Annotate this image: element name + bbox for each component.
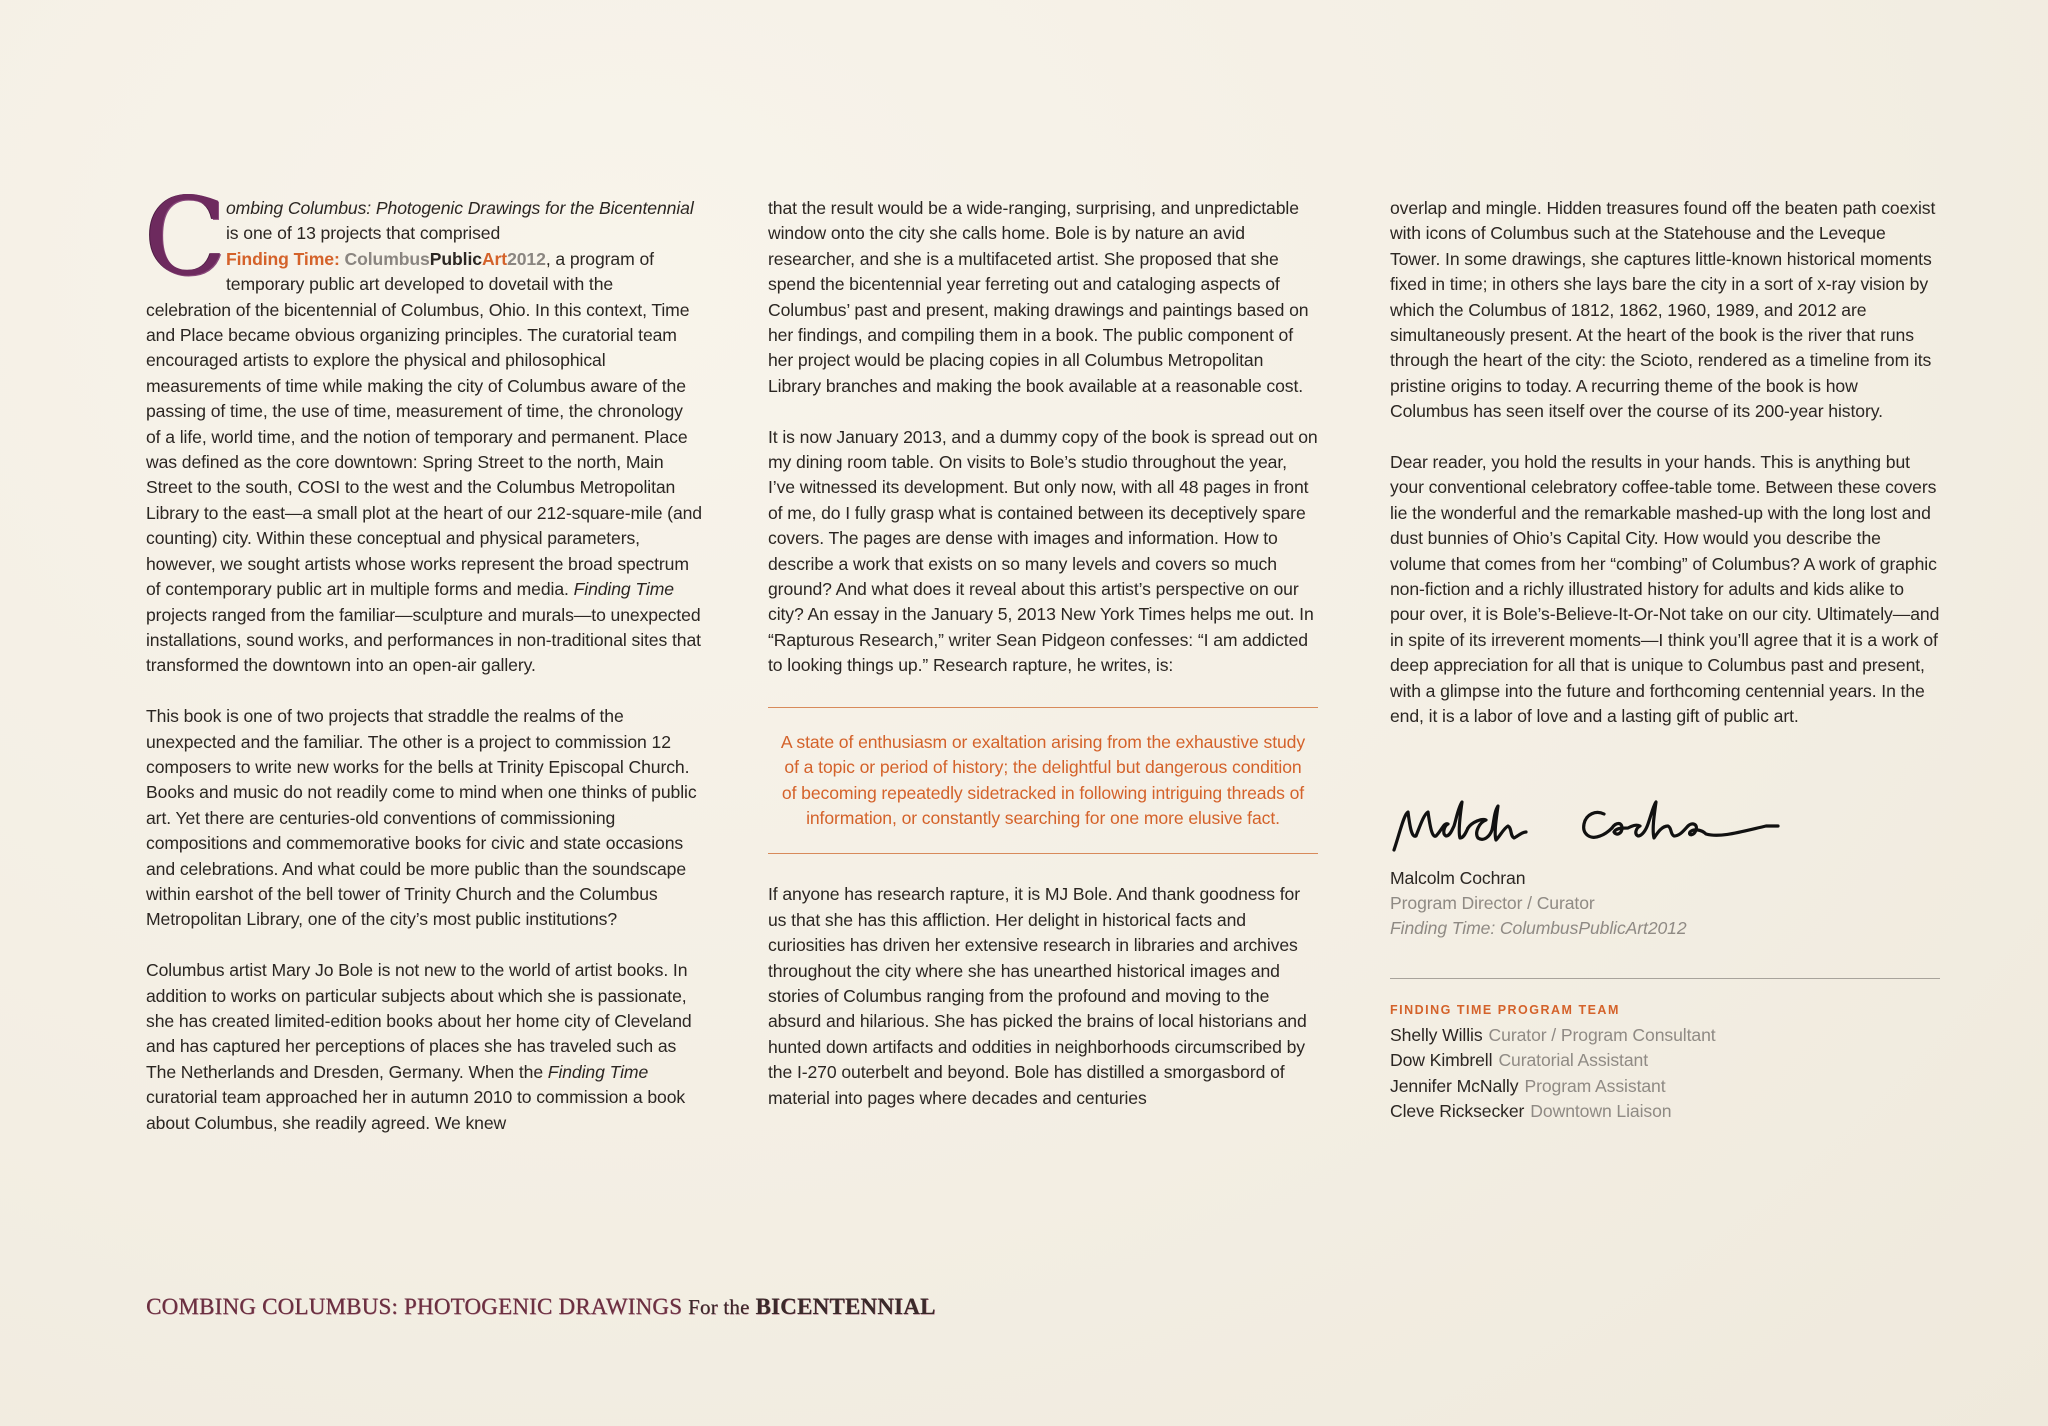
text-run: , a program of temporary public art developed to dovetail with the celebration of the bicentennial of Columbus, Ohio. In this context, Time and Place became obvious organizing principles. The curatorial team encouraged artists to explore the physical and philosophical measurements of time while making the city of Columbus aware of the passing of time, the use of time, measurement of time, the chronology of a life, world time, and the notion of temporary and permanent. Place was defined as the core downtown: Spring Street to the north, Main Street to the south, COSI to the west and the Columbus Metropolitan Library to the east—a small plot at the heart of our 212-square-mile (and counting) city. Within these conceptual and physical parameters, however, we sought artists whose works represent the broad spectrum of contemporary public art in multiple forms and media. [146,248,702,600]
footer-title-for-the: For the [688,1295,750,1319]
paragraph [146,958,702,1136]
book-title: ombing Columbus: Photogenic Drawings for the Bicentennial [226,198,694,218]
paragraph: overlap and mingle. Hidden treasures found off the beaten path coexist with icons of Columbus such at the Statehouse and the Leveque Tower. In some drawings, she captures little-known historical moments fixed in time; in others she lays bare the city in a sort of x-ray vision by which the Columbus of 1812, 1862, 1960, 1989, and 2012 are simultaneously present. At the heart of the book is the river that runs through the heart of the city: the Scioto, rendered as a timeline from its pristine origins to today. A recurring theme of the book is how Columbus has seen itself over the course of its 200-year history. [1390,198,1936,422]
team-member-role: Curatorial Assistant [1498,1050,1649,1071]
text-run: Columbus artist Mary Jo Bole is not new to the world of artist books. In addition to works on particular subjects about which she is passionate, she has created limited-edition books about her home city of Cleveland and has captured her perceptions of places she has traveled such as The Netherlands and Dresden, Germany. When the [146,960,692,1082]
team-member-name: Dow Kimbrell [1390,1050,1493,1071]
essay-column-3 [1390,196,1940,1124]
team-member-name: Shelly Willis [1390,1024,1483,1045]
signature-image [1390,792,1790,856]
team-member [1390,1099,1940,1124]
team-member-name: Cleve Ricksecker [1390,1100,1525,1121]
italic-text: Finding Time [547,1061,649,1082]
team-member-role: Downtown Liaison [1530,1100,1672,1121]
team-member-name: Jennifer McNally [1390,1075,1519,1096]
team-member-role: Program Assistant [1524,1075,1666,1096]
essay-column-2 [768,196,1318,1136]
paragraph: It is now January 2013, and a dummy copy of the book is spread out on my dining room table. On visits to Bole’s studio throughout the year, I’ve witnessed its development. But only now, with all 48 pages in front of me, do I fully grasp what is contained between its deceptively spare covers. The pages are dense with images and information. How to describe a work that exists on so many levels and covers so much ground? And what does it reveal about this artist’s perspective on our city? An essay in the January 5, 2013 New York Times helps me out. In “Rapturous Research,” writer Sean Pidgeon confesses: “I am addicted to looking things up.” Research rapture, he writes, is: [768,426,1318,676]
signatory-title: Program Director / Curator [1390,892,1595,913]
team-heading: FINDING TIME PROGRAM TEAM [1390,1002,1620,1017]
paragraph [144,175,702,679]
footer-title-main: COMBING COLUMBUS: PHOTOGENIC DRAWINGS [146,1294,683,1319]
signatory-name: Malcolm Cochran [1390,867,1526,888]
footer-title-bicentennial: BICENTENNIAL [755,1294,936,1319]
drop-cap: C [144,175,227,300]
essay-column-1 [144,175,702,1161]
paragraph: This book is one of two projects that straddle the realms of the unexpected and the familiar. The other is a project to commission 12 composers to write new works for the bells at Trinity Episcopal Church. Books and music do not readily come to mind when one thinks of public art. Yet there are centuries-old conventions of commissioning compositions and commemorative books for civic and state occasions and celebrations. And what could be more public than the soundscape within earshot of the bell tower of Trinity Church and the Columbus Metropolitan Library, one of the city’s most public institutions? [146,706,697,930]
quote-rule-bottom [768,853,1318,854]
program-name-art: Art [481,248,508,269]
section-divider [1390,978,1940,979]
text-run: curatorial team approached her in autumn 2010 to commission a book about Columbus, she readily agreed. We knew [146,1087,686,1133]
signatory-project: Finding Time: ColumbusPublicArt2012 [1390,918,1687,939]
team-member [1390,1048,1940,1073]
paragraph: Dear reader, you hold the results in your hands. This is anything but your conventional celebratory coffee-table tome. Between these covers lie the wonderful and the remarkable mashed-up with the long lost and dust bunnies of Ohio’s Capital City. How would you describe the volume that comes from her “combing” of Columbus? A work of graphic non-fiction and a richly illustrated history for adults and kids alike to pour over, it is Bole’s-Believe-It-Or-Not take on our city. Ultimately—and in spite of its irreverent moments—I think you’ll agree that it is a work of deep appreciation for all that is unique to Columbus past and present, with a glimpse into the future and forthcoming centennial years. In the end, it is a labor of love and a lasting gift of public art. [1390,452,1940,727]
italic-text: Finding Time [573,579,674,600]
program-name-public: Public [429,248,482,269]
team-member [1390,1074,1940,1099]
team-member-role: Curator / Program Consultant [1488,1024,1716,1045]
paragraph: that the result would be a wide-ranging, surprising, and unpredictable window onto the city she calls home. Bole is by nature an avid researcher, and she is a multifaceted artist. She proposed that she spend the bicentennial year ferreting out and cataloging aspects of Columbus’ past and present, making drawings and paintings based on her findings, and compiling them in a book. The public component of her project would be placing copies in all Columbus Metropolitan Library branches and making the book available at a reasonable cost. [768,198,1309,396]
text-run: projects ranged from the familiar—sculpture and murals—to unexpected installations, sound works, and performances in non-traditional sites that transformed the downtown into an open-air gallery. [146,604,701,676]
team-member [1390,1023,1940,1048]
paragraph: If anyone has research rapture, it is MJ Bole. And thank goodness for us that she has this affliction. Her delight in historical facts and curiosities has driven her extensive research in libraries and archives throughout the city where she has unearthed historical images and stories of Columbus ranging from the profound and moving to the absurd and hilarious. She has picked the brains of local historians and hunted down artifacts and oddities in neighborhoods circumscribed by the I-270 outerbelt and beyond. Bole has distilled a smorgasbord of material into pages where decades and centuries [768,884,1307,1108]
program-name-finding-time: Finding Time: [226,248,340,269]
pull-quote: A state of enthusiasm or exaltation arising from the exhaustive study of a topic or period of history; the delightful but dangerous condition of becoming repeatedly sidetracked in following intriguing threads of information, or constantly searching for one more elusive fact. [780,731,1306,828]
text-run: is one of 13 projects that comprised [226,223,501,244]
team-list [1390,1023,1940,1125]
running-footer-title [146,1294,936,1320]
program-name-year: 2012 [507,248,546,269]
program-name-columbus: Columbus [344,248,430,269]
